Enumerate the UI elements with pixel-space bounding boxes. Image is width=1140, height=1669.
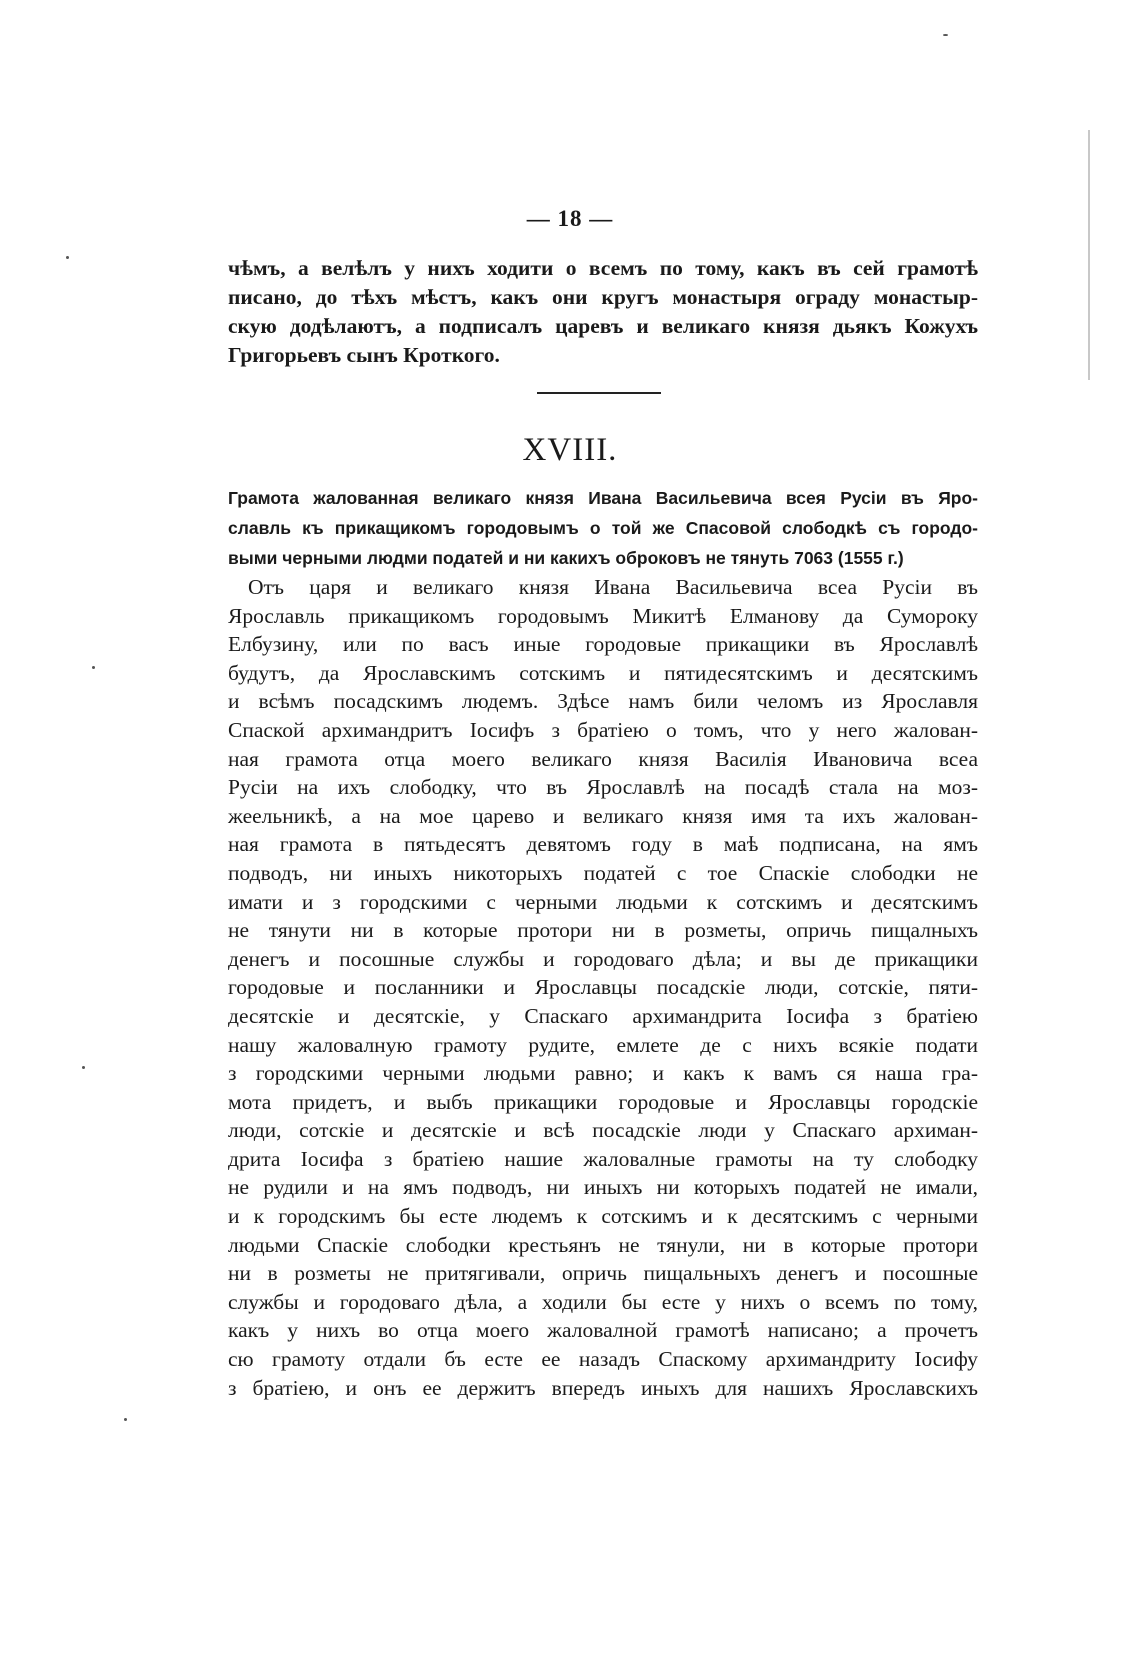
text-line: Григорьевъ сынъ Кроткого. <box>228 343 500 367</box>
scan-speck <box>943 34 948 36</box>
previous-section-text <box>228 254 978 370</box>
body-line: денегъ и посошные службы и городоваго дѣла; и вы де прикащики <box>228 946 978 971</box>
scan-edge-shadow <box>1088 130 1090 380</box>
body-line: службы и городоваго дѣла, а ходили бы есте у нихъ о всемъ по тому, <box>228 1289 978 1314</box>
heading-line: выми черными людми податей и ни какихъ оброковъ не тянуть 7063 (1555 г.) <box>228 548 904 568</box>
section-body-text <box>228 573 978 1402</box>
body-line: подводъ, ни иныхъ никоторыхъ податей с тое Спаскіе слободки не <box>228 860 978 885</box>
body-line: имати и з городскими с черными людьми к сотскимъ и десятскимъ <box>228 889 978 914</box>
body-line: нашу жаловалную грамоту рудите, емлете де с нихъ всякіе подати <box>228 1032 978 1057</box>
text-line: писано, до тѣхъ мѣстъ, какъ они кругъ монастыря ограду монастыр- <box>228 285 978 309</box>
body-line: не рудили и на ямъ подводъ, ни иныхъ ни которыхъ податей не имали, <box>228 1175 978 1200</box>
section-heading <box>228 483 978 573</box>
body-line: з братіею, и онъ ее держитъ впередъ иныхъ для нашихъ Ярославскихъ <box>228 1375 978 1400</box>
scan-speck <box>66 256 69 259</box>
body-line: не тянути ни в которые протори ни в розметы, опричь пищалныхъ <box>228 918 978 943</box>
body-line: з городскими черными людьми равно; и какъ к вамъ ся наша гра- <box>228 1061 978 1086</box>
section-number: XVIII. <box>522 432 618 468</box>
page-number: — 18 — <box>526 206 614 231</box>
body-line: и к городскимъ бы есте людемъ к сотскимъ и к десятскимъ с черными <box>228 1204 978 1229</box>
text-line: чѣмъ, а велѣлъ у нихъ ходити о всемъ по тому, какъ въ сей грамотѣ <box>228 256 978 280</box>
body-line: сю грамоту отдали бъ есте ее назадъ Спаскому архимандриту Іосифу <box>228 1347 978 1372</box>
body-line: Спаской архимандритъ Іосифъ з братіею о томъ, что у него жалован- <box>228 717 978 742</box>
body-line: ная грамота отца моего великаго князя Василія Ивановича всеа <box>228 746 978 771</box>
body-line: Елбузину, или по васъ иные городовые прикащики въ Ярославлѣ <box>228 632 978 657</box>
body-line: ная грамота в пятьдесятъ девятомъ году в маѣ подписана, на ямъ <box>228 832 978 857</box>
scan-speck <box>124 1418 127 1421</box>
body-line: десятскіе и десятскіе, у Спаскаго архимандрита Іосифа з братіею <box>228 1003 978 1028</box>
body-line: мота придетъ, и выбъ прикащики городовые и Ярославцы городскіе <box>228 1089 978 1114</box>
section-divider <box>537 392 661 394</box>
heading-line: Грамота жалованная великаго князя Ивана Васильевича всея Русіи въ Яро- <box>228 488 978 508</box>
body-line: дрита Іосифа з братіею нашие жаловалные грамоты на ту слободку <box>228 1146 978 1171</box>
body-line: люди, сотскіе и десятскіе и всѣ посадскіе люди у Спаскаго архиман- <box>228 1118 978 1143</box>
body-line: ни в розметы не притягивали, опричь пищальныхъ денегъ и посошные <box>228 1261 978 1286</box>
body-line: и всѣмъ посадскимъ людемъ. Здѣсе намъ били челомъ из Ярославля <box>228 689 978 714</box>
scan-speck <box>82 1066 85 1069</box>
scan-speck <box>92 666 95 669</box>
body-line: жеельникѣ, а на мое царево и великаго князя имя та ихъ жалован- <box>228 803 978 828</box>
body-line: городовые и посланники и Ярославцы посадскіе люди, сотскіе, пяти- <box>228 975 978 1000</box>
body-line: Ярославль прикащикомъ городовымъ Микитѣ Елманову да Сумороку <box>228 603 978 628</box>
body-line: Русіи на ихъ слободку, что въ Ярославлѣ на посадѣ стала на моз- <box>228 775 978 800</box>
body-line: будутъ, да Ярославскимъ сотскимъ и пятидесятскимъ и десятскимъ <box>228 660 978 685</box>
text-line: скую додѣлаютъ, а подписалъ царевъ и великаго князя дьякъ Кожухъ <box>228 314 978 338</box>
heading-line: славль къ прикащикомъ городовымъ о той же Спасовой слободкѣ съ городо- <box>228 518 978 538</box>
body-line: людьми Спаскіе слободки крестьянъ не тянули, ни в которые протори <box>228 1232 978 1257</box>
body-line: Отъ царя и великаго князя Ивана Васильевича всеа Русіи въ <box>248 575 978 599</box>
body-line: какъ у нихъ во отца моего жаловалной грамотѣ написано; а прочетъ <box>228 1318 978 1343</box>
